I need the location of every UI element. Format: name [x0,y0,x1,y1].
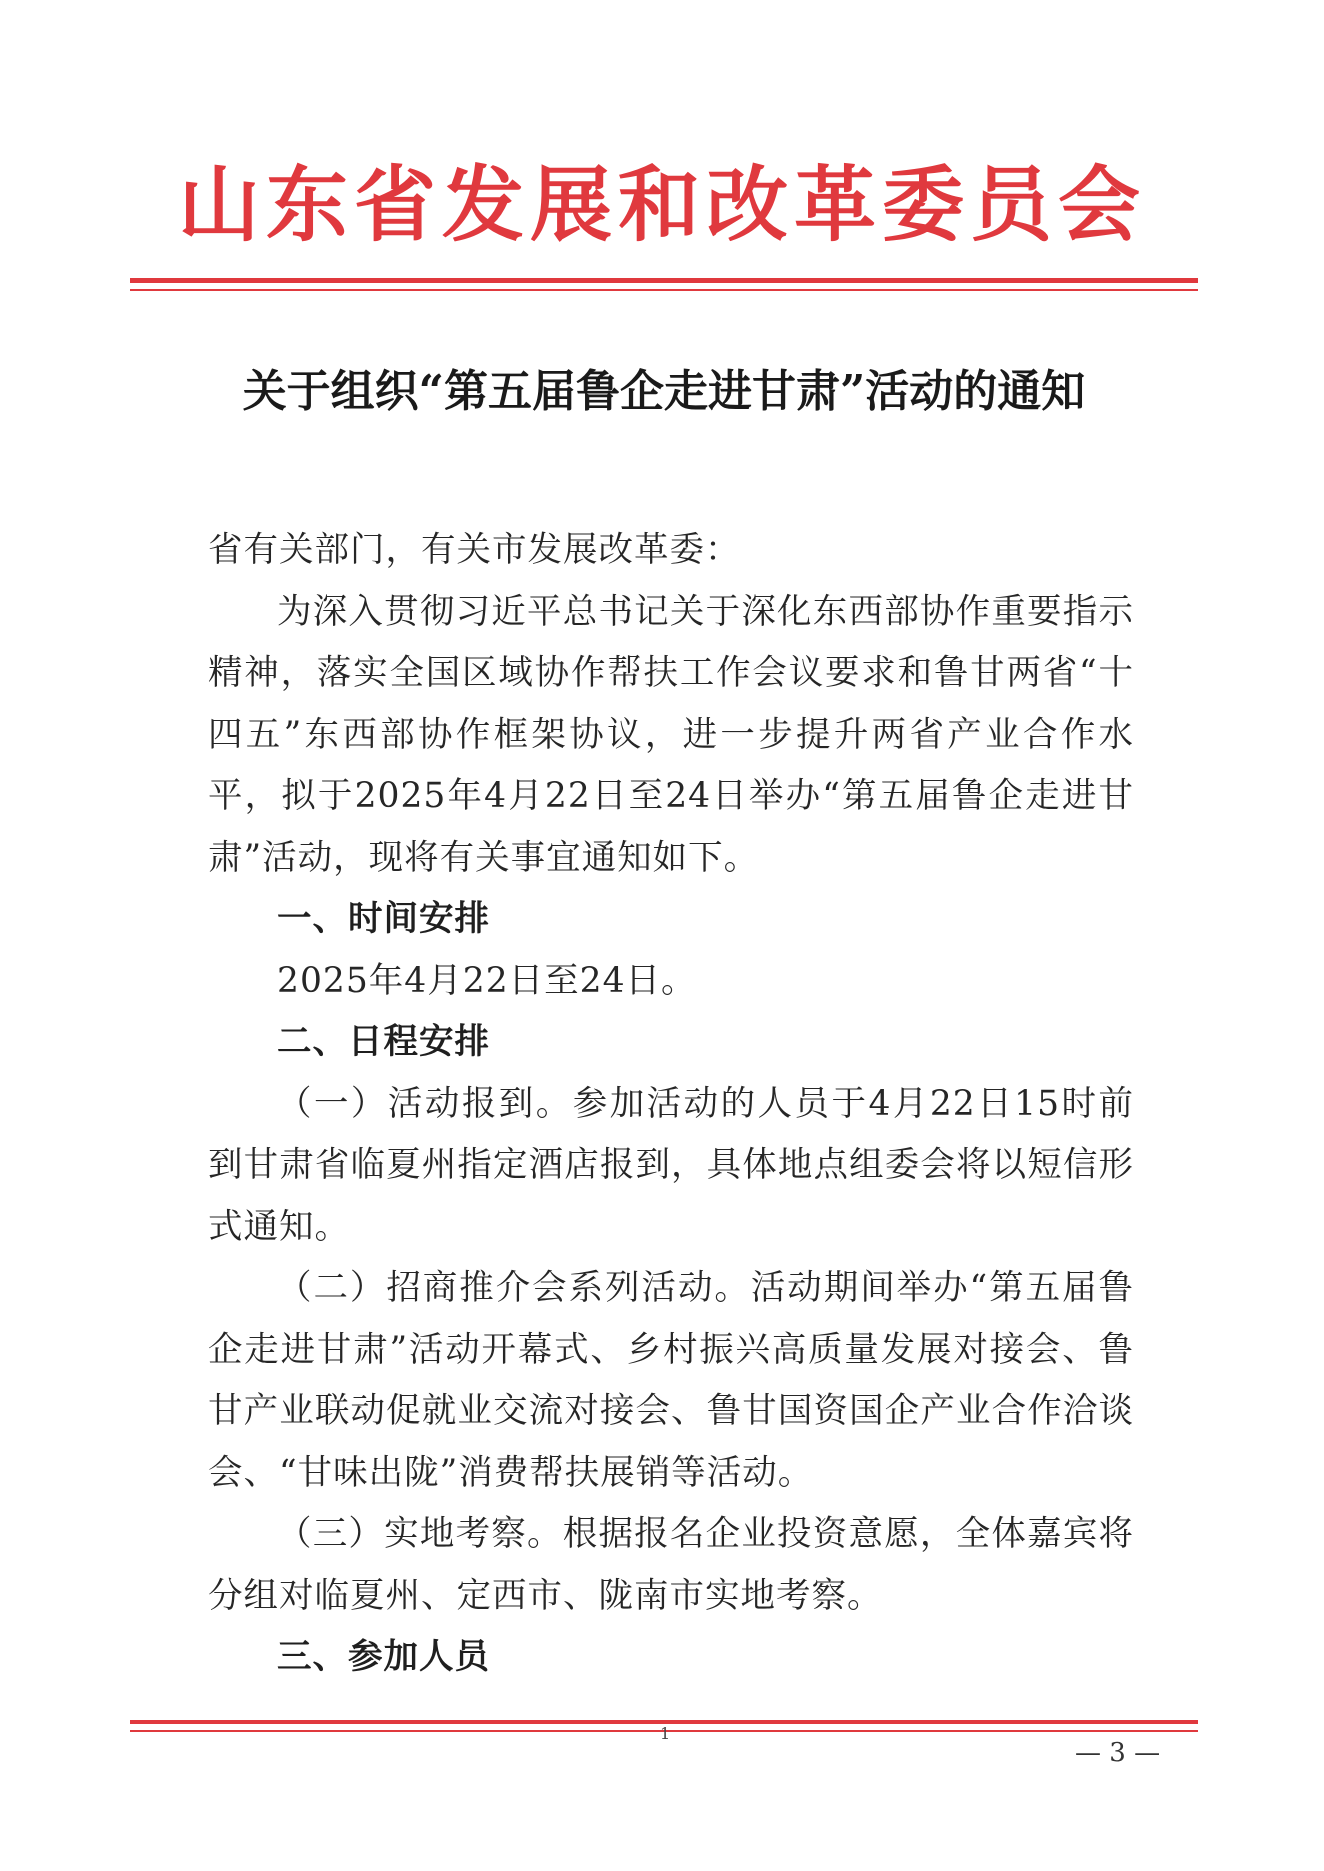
page-number: — 3 — [1075,1738,1161,1768]
section2-heading: 二、日程安排 [277,1022,490,1062]
section1-heading: 一、时间安排 [277,899,490,939]
letterhead-org-name: 山东省发展和改革委员会 [177,157,1146,253]
letterhead-rule-thick [130,278,1198,283]
salutation: 省有关部门，有关市发展改革委： [208,530,741,570]
section2-item2: （二）招商推介会系列活动。活动期间举办“第五届鲁企走进甘肃”活动开幕式、乡村振兴高质量发展对接会、鲁甘产业联动促就业交流对接会、鲁甘国资国企产业合作洽谈会、“甘味出陇”消费帮扶展销等活动。 [208,1268,1134,1493]
document-body [208,520,1134,1689]
footer-small-mark: 1 [660,1724,671,1743]
section2-item3: （三）实地考察。根据报名企业投资意愿，全体嘉宾将分组对临夏州、定西市、陇南市实地考察。 [208,1514,1134,1616]
section1-text: 2025年4月22日至24日。 [277,960,697,1001]
document-title: 关于组织“第五届鲁企走进甘肃”活动的通知 [242,366,1086,417]
letterhead-rule-thin [130,289,1198,291]
section3-heading: 三、参加人员 [277,1637,490,1677]
section2-item1: （一）活动报到。参加活动的人员于4月22日15时前到甘肃省临夏州指定酒店报到，具体地点组委会将以短信形式通知。 [208,1083,1134,1247]
intro-paragraph: 为深入贯彻习近平总书记关于深化东西部协作重要指示精神，落实全国区域协作帮扶工作会议要求和鲁甘两省“十四五”东西部协作框架协议，进一步提升两省产业合作水平，拟于2025年4月22日至24日举办“第五届鲁企走进甘肃”活动，现将有关事宜通知如下。 [208,591,1134,878]
